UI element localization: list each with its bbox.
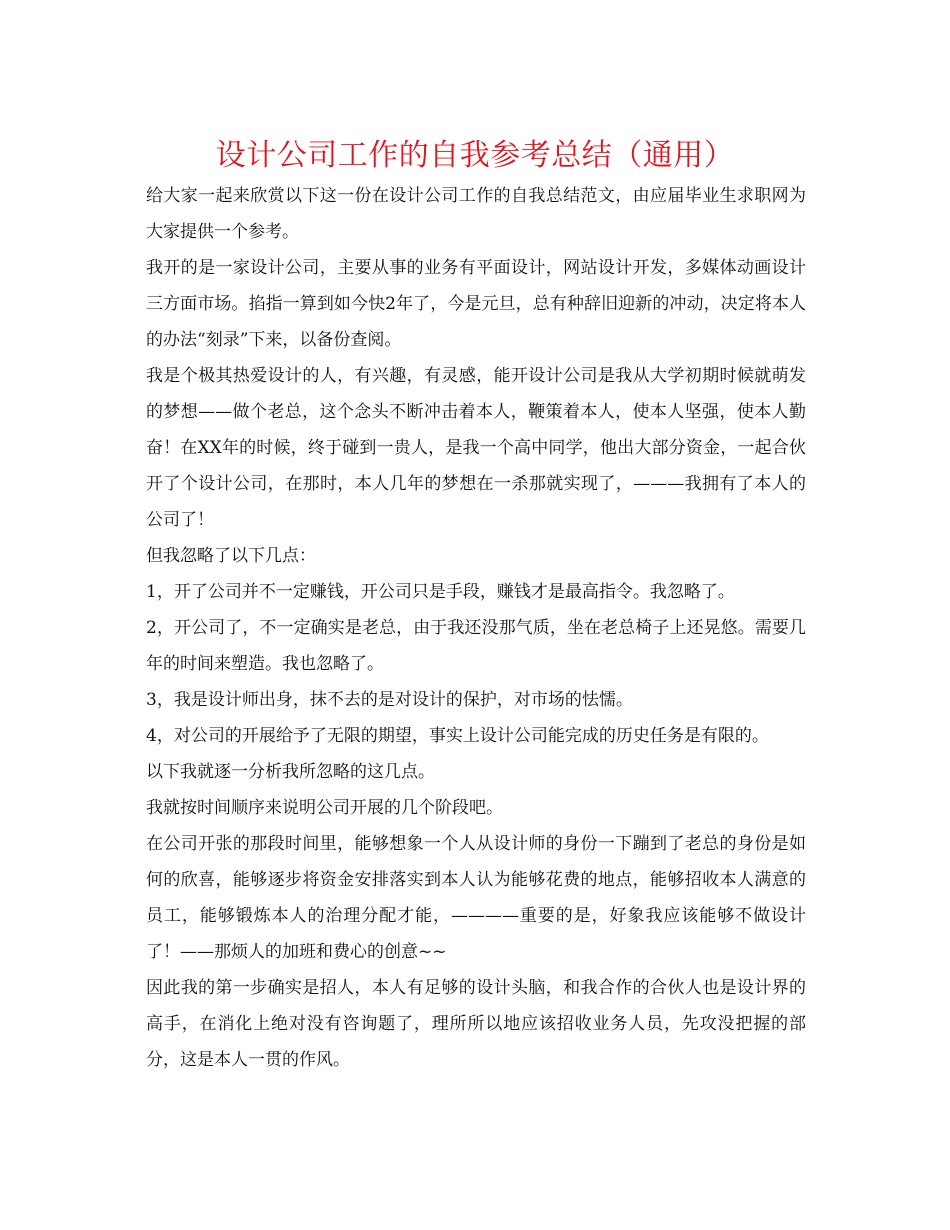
paragraph-point-4: 4，对公司的开展给予了无限的期望，事实上设计公司能完成的历史任务是有限的。 xyxy=(146,726,769,746)
document-body xyxy=(146,178,806,1078)
paragraph-first-step: 因此我的第一步确实是招人，本人有足够的设计头脑，和我合作的合伙人也是设计界的高手，在消化上绝对没有咨询题了，理所所以地应该招收业务人员，先攻没把握的部分，这是本人一贯的作风。 xyxy=(146,978,806,1070)
paragraph-ignored-points-heading: 但我忽略了以下几点： xyxy=(146,546,316,566)
paragraph-point-2: 2，开公司了，不一定确实是老总，由于我还没那气质，坐在老总椅子上还晃悠。需要几年的时间来塑造。我也忽略了。 xyxy=(146,618,806,674)
paragraph-stages-intro: 我就按时间顺序来说明公司开展的几个阶段吧。 xyxy=(146,798,503,818)
paragraph-point-3: 3，我是设计师出身，抹不去的是对设计的保护，对市场的怯懦。 xyxy=(146,690,633,710)
paragraph-intro: 给大家一起来欣赏以下这一份在设计公司工作的自我总结范文，由应届毕业生求职网为大家提供一个参考。 xyxy=(146,186,806,242)
paragraph-point-1: 1，开了公司并不一定赚钱，开公司只是手段，赚钱才是最高指令。我忽略了。 xyxy=(146,582,735,602)
paragraph-company: 我开的是一家设计公司，主要从事的业务有平面设计，网站设计开发，多媒体动画设计三方面市场。掐指一算到如今快2年了，今是元旦，总有种辞旧迎新的冲动，决定将本人的办法“刻录”下来，以备份查阅。 xyxy=(146,258,806,350)
document-title: 设计公司工作的自我参考总结（通用） xyxy=(215,138,735,173)
paragraph-opening: 在公司开张的那段时间里，能够想象一个人从设计师的身份一下蹦到了老总的身份是如何的欣喜，能够逐步将资金安排落实到本人认为能够花费的地点，能够招收本人满意的员工，能够锻炼本人的治理分配才能，————重要的是，好象我应该能够不做设计了！——那烦人的加班和费心的创意~~ xyxy=(146,834,806,962)
paragraph-analysis-intro: 以下我就逐一分析我所忽略的这几点。 xyxy=(146,762,435,782)
paragraph-dream: 我是个极其热爱设计的人，有兴趣，有灵感，能开设计公司是我从大学初期时候就萌发的梦想——做个老总，这个念头不断冲击着本人，鞭策着本人，使本人坚强，使本人勤奋！在XX年的时候，终于碰到一贵人，是我一个高中同学，他出大部分资金，一起合伙开了个设计公司，在那时，本人几年的梦想在一杀那就实现了，———我拥有了本人的公司了！ xyxy=(146,366,806,530)
